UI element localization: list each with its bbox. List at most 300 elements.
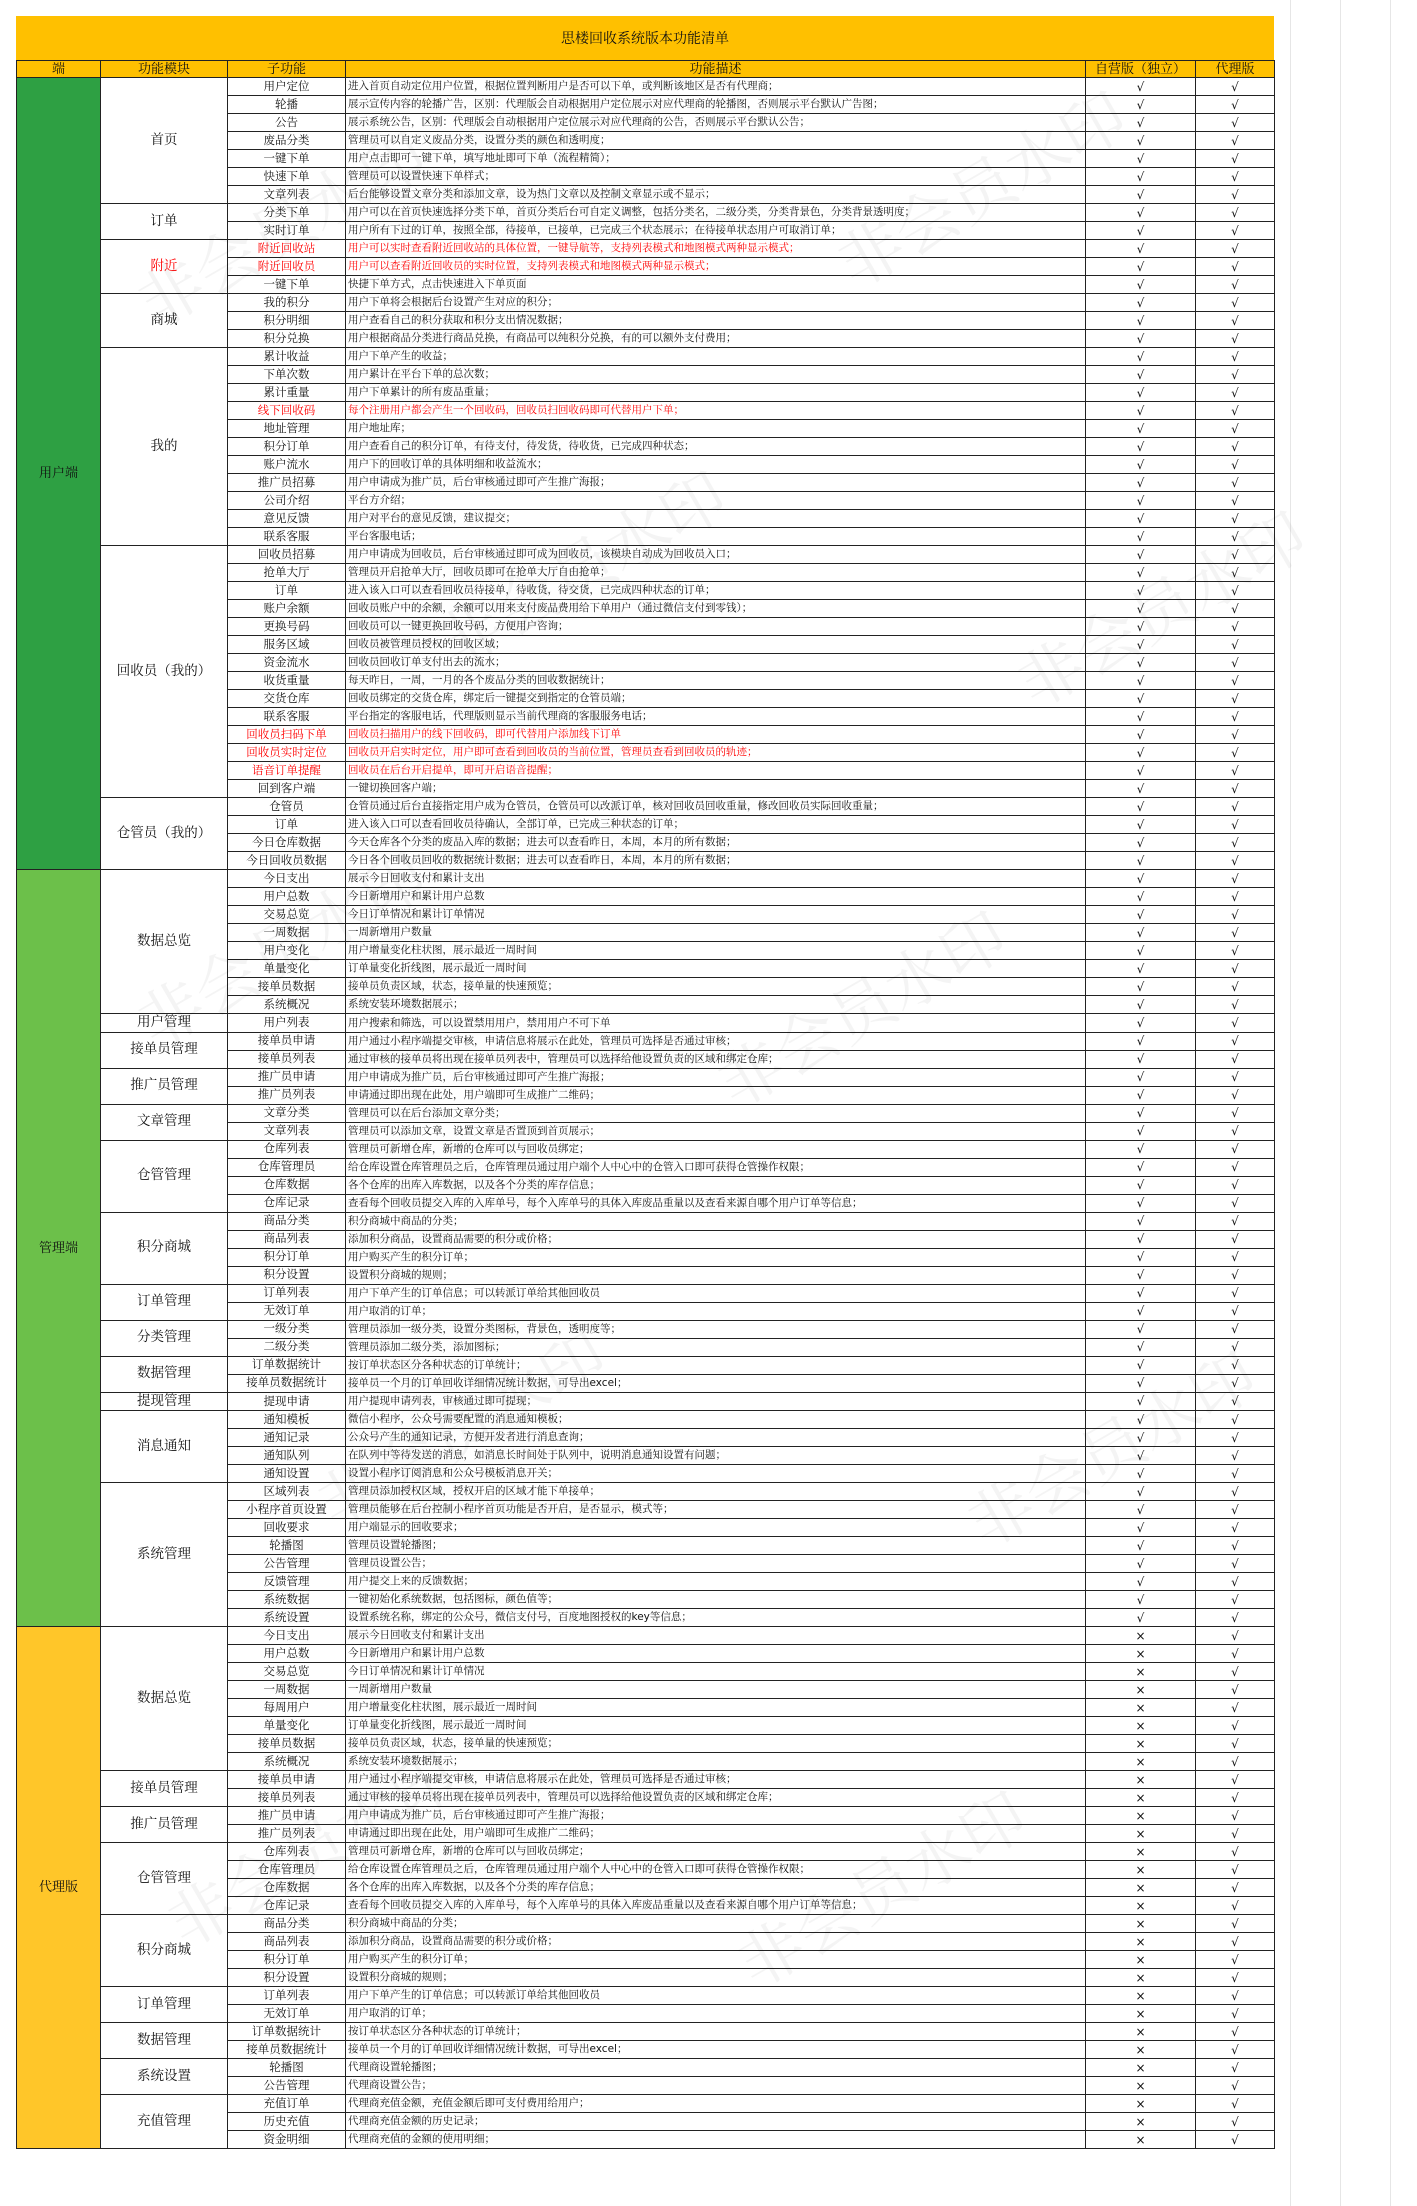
description-cell: 用户下单产生的收益；	[346, 348, 1086, 366]
table-row	[17, 1284, 1275, 1302]
self-version-mark: ×	[1086, 1933, 1196, 1951]
module-cell: 推广员管理	[101, 1807, 228, 1843]
subfunction-cell: 文章分类	[228, 1104, 346, 1122]
description-cell: 用户可以在首页快速选择分类下单，首页分类后台可自定义调整，包括分类名，二级分类，分类背景色，分类背景透明度；	[346, 204, 1086, 222]
table-row	[17, 1843, 1275, 1861]
description-cell: 给仓库设置仓库管理员之后，仓库管理员通过用户端个人中心中的仓管入口即可获得仓管操作权限；	[346, 1861, 1086, 1879]
self-version-mark: √	[1086, 798, 1196, 816]
table-row	[17, 1104, 1275, 1122]
table-row	[17, 1483, 1275, 1501]
self-version-mark: √	[1086, 1032, 1196, 1050]
subfunction-cell: 用户变化	[228, 942, 346, 960]
self-version-mark: √	[1086, 1194, 1196, 1212]
agent-version-mark: √	[1196, 2059, 1275, 2077]
subfunction-cell: 今日回收员数据	[228, 852, 346, 870]
self-version-mark: ×	[1086, 1681, 1196, 1699]
description-cell: 公众号产生的通知记录，方便开发者进行消息查询；	[346, 1429, 1086, 1447]
description-cell: 回收员开启实时定位，用户即可查看到回收员的当前位置，管理员查看到回收员的轨迹；	[346, 744, 1086, 762]
end-cell: 管理端	[17, 870, 101, 1627]
self-version-mark: ×	[1086, 1717, 1196, 1735]
module-cell: 接单员管理	[101, 1032, 228, 1068]
description-cell: 按订单状态区分各种状态的订单统计；	[346, 2023, 1086, 2041]
subfunction-cell: 推广员列表	[228, 1086, 346, 1104]
self-version-mark: √	[1086, 294, 1196, 312]
self-version-mark: √	[1086, 1429, 1196, 1447]
subfunction-cell: 充值订单	[228, 2095, 346, 2113]
agent-version-mark: √	[1196, 852, 1275, 870]
agent-version-mark: √	[1196, 582, 1275, 600]
self-version-mark: √	[1086, 222, 1196, 240]
subfunction-cell: 一周数据	[228, 924, 346, 942]
description-cell: 接单员负责区域，状态，接单量的快速预览；	[346, 1735, 1086, 1753]
agent-version-mark: √	[1196, 1789, 1275, 1807]
self-version-mark: √	[1086, 312, 1196, 330]
subfunction-cell: 订单列表	[228, 1284, 346, 1302]
self-version-mark: √	[1086, 618, 1196, 636]
agent-version-mark: √	[1196, 1501, 1275, 1519]
description-cell: 设置系统名称，绑定的公众号，微信支付号，百度地图授权的key等信息；	[346, 1609, 1086, 1627]
agent-version-mark: √	[1196, 2023, 1275, 2041]
subfunction-cell: 积分订单	[228, 1951, 346, 1969]
self-version-mark: √	[1086, 1248, 1196, 1266]
description-cell: 通过审核的接单员将出现在接单员列表中，管理员可以选择给他设置负责的区域和绑定仓库；	[346, 1789, 1086, 1807]
header-self-version: 自营版（独立）	[1086, 61, 1196, 78]
description-cell: 添加积分商品，设置商品需要的积分或价格；	[346, 1933, 1086, 1951]
agent-version-mark: √	[1196, 2005, 1275, 2023]
agent-version-mark: √	[1196, 942, 1275, 960]
agent-version-mark: √	[1196, 204, 1275, 222]
table-row	[17, 546, 1275, 564]
description-cell: 回收员绑定的交货仓库，绑定后一键提交到指定的仓管员端；	[346, 690, 1086, 708]
subfunction-cell: 语音订单提醒	[228, 762, 346, 780]
description-cell: 用户下单产生的订单信息；可以转派订单给其他回收员	[346, 1987, 1086, 2005]
subfunction-cell: 接单员数据	[228, 978, 346, 996]
description-cell: 今日订单情况和累计订单情况	[346, 906, 1086, 924]
description-cell: 平台方介绍；	[346, 492, 1086, 510]
agent-version-mark: √	[1196, 1429, 1275, 1447]
self-version-mark: √	[1086, 888, 1196, 906]
agent-version-mark: √	[1196, 294, 1275, 312]
agent-version-mark: √	[1196, 1411, 1275, 1429]
description-cell: 每天昨日，一周，一月的各个废品分类的回收数据统计；	[346, 672, 1086, 690]
spreadsheet	[16, 16, 1274, 2149]
subfunction-cell: 订单数据统计	[228, 2023, 346, 2041]
description-cell: 回收员扫描用户的线下回收码，即可代替用户添加线下订单	[346, 726, 1086, 744]
description-cell: 回收员回收订单支付出去的流水；	[346, 654, 1086, 672]
subfunction-cell: 无效订单	[228, 2005, 346, 2023]
self-version-mark: √	[1086, 564, 1196, 582]
agent-version-mark: √	[1196, 78, 1275, 96]
description-cell: 展示今日回收支付和累计支出	[346, 870, 1086, 888]
self-version-mark: ×	[1086, 1825, 1196, 1843]
agent-version-mark: √	[1196, 978, 1275, 996]
description-cell: 系统安装环境数据展示；	[346, 996, 1086, 1014]
self-version-mark: ×	[1086, 2059, 1196, 2077]
subfunction-cell: 积分设置	[228, 1266, 346, 1284]
agent-version-mark: √	[1196, 150, 1275, 168]
table-row	[17, 798, 1275, 816]
self-version-mark: √	[1086, 132, 1196, 150]
description-cell: 用户端显示的回收要求；	[346, 1519, 1086, 1537]
agent-version-mark: √	[1196, 1735, 1275, 1753]
agent-version-mark: √	[1196, 888, 1275, 906]
self-version-mark: √	[1086, 1086, 1196, 1104]
description-cell: 管理员添加一级分类，设置分类图标，背景色，透明度等；	[346, 1320, 1086, 1338]
subfunction-cell: 用户总数	[228, 888, 346, 906]
subfunction-cell: 资金明细	[228, 2131, 346, 2149]
agent-version-mark: √	[1196, 2041, 1275, 2059]
self-version-mark: √	[1086, 420, 1196, 438]
description-cell: 代理商设置公告；	[346, 2077, 1086, 2095]
agent-version-mark: √	[1196, 384, 1275, 402]
agent-version-mark: √	[1196, 1230, 1275, 1248]
subfunction-cell: 仓库记录	[228, 1194, 346, 1212]
subfunction-cell: 轮播图	[228, 1537, 346, 1555]
self-version-mark: ×	[1086, 2113, 1196, 2131]
subfunction-cell: 资金流水	[228, 654, 346, 672]
module-cell: 文章管理	[101, 1104, 228, 1140]
description-cell: 接单员一个月的订单回收详细情况统计数据，可导出excel；	[346, 2041, 1086, 2059]
self-version-mark: √	[1086, 1176, 1196, 1194]
self-version-mark: √	[1086, 1537, 1196, 1555]
self-version-mark: √	[1086, 1140, 1196, 1158]
description-cell: 用户点击即可一键下单，填写地址即可下单（流程精简）；	[346, 150, 1086, 168]
self-version-mark: ×	[1086, 2131, 1196, 2149]
subfunction-cell: 联系客服	[228, 708, 346, 726]
agent-version-mark: √	[1196, 240, 1275, 258]
self-version-mark: √	[1086, 1158, 1196, 1176]
agent-version-mark: √	[1196, 1519, 1275, 1537]
module-cell: 充值管理	[101, 2095, 228, 2149]
self-version-mark: √	[1086, 204, 1196, 222]
self-version-mark: ×	[1086, 1861, 1196, 1879]
table-row	[17, 1356, 1275, 1374]
agent-version-mark: √	[1196, 420, 1275, 438]
subfunction-cell: 今日支出	[228, 1627, 346, 1645]
subfunction-cell: 文章列表	[228, 186, 346, 204]
description-cell: 代理商充值金额的历史记录；	[346, 2113, 1086, 2131]
self-version-mark: √	[1086, 1266, 1196, 1284]
agent-version-mark: √	[1196, 816, 1275, 834]
module-cell: 仓管员（我的）	[101, 798, 228, 870]
description-cell: 用户申请成为推广员，后台审核通过即可产生推广海报；	[346, 474, 1086, 492]
subfunction-cell: 商品分类	[228, 1915, 346, 1933]
subfunction-cell: 通知模板	[228, 1411, 346, 1429]
self-version-mark: √	[1086, 1573, 1196, 1591]
self-version-mark: √	[1086, 1320, 1196, 1338]
description-cell: 回收员在后台开启提单，即可开启语音提醒；	[346, 762, 1086, 780]
module-cell: 数据总览	[101, 870, 228, 1014]
description-cell: 今日新增用户和累计用户总数	[346, 1645, 1086, 1663]
self-version-mark: ×	[1086, 1969, 1196, 1987]
subfunction-cell: 用户列表	[228, 1014, 346, 1033]
subfunction-cell: 交易总览	[228, 1663, 346, 1681]
description-cell: 用户提交上来的反馈数据；	[346, 1573, 1086, 1591]
subfunction-cell: 线下回收码	[228, 402, 346, 420]
module-cell: 数据总览	[101, 1627, 228, 1771]
self-version-mark: √	[1086, 834, 1196, 852]
subfunction-cell: 回收员招募	[228, 546, 346, 564]
agent-version-mark: √	[1196, 1717, 1275, 1735]
description-cell: 用户下单累计的所有废品重量；	[346, 384, 1086, 402]
subfunction-cell: 订单	[228, 582, 346, 600]
module-cell: 回收员（我的）	[101, 546, 228, 798]
description-cell: 管理员可以自定义废品分类，设置分类的颜色和透明度；	[346, 132, 1086, 150]
self-version-mark: √	[1086, 1447, 1196, 1465]
agent-version-mark: √	[1196, 96, 1275, 114]
subfunction-cell: 系统概况	[228, 996, 346, 1014]
description-cell: 管理员开启抢单大厅，回收员即可在抢单大厅自由抢单；	[346, 564, 1086, 582]
agent-version-mark: √	[1196, 1194, 1275, 1212]
subfunction-cell: 接单员数据统计	[228, 1374, 346, 1392]
header-description: 功能描述	[346, 61, 1086, 78]
agent-version-mark: √	[1196, 762, 1275, 780]
description-cell: 一键初始化系统数据，包括图标，颜色值等；	[346, 1591, 1086, 1609]
self-version-mark: ×	[1086, 1789, 1196, 1807]
subfunction-cell: 接单员申请	[228, 1771, 346, 1789]
agent-version-mark: √	[1196, 1248, 1275, 1266]
agent-version-mark: √	[1196, 1320, 1275, 1338]
description-cell: 用户增量变化柱状图，展示最近一周时间	[346, 942, 1086, 960]
module-cell: 我的	[101, 348, 228, 546]
self-version-mark: √	[1086, 1284, 1196, 1302]
subfunction-cell: 轮播	[228, 96, 346, 114]
agent-version-mark: √	[1196, 1068, 1275, 1086]
self-version-mark: √	[1086, 168, 1196, 186]
table-row	[17, 1392, 1275, 1411]
subfunction-cell: 分类下单	[228, 204, 346, 222]
self-version-mark: ×	[1086, 1897, 1196, 1915]
description-cell: 管理员可以添加文章，设置文章是否置顶到首页展示；	[346, 1122, 1086, 1140]
subfunction-cell: 仓管员	[228, 798, 346, 816]
description-cell: 查看每个回收员提交入库的入库单号，每个入库单号的具体入库废品重量以及查看来源自哪个用户订单等信息；	[346, 1194, 1086, 1212]
agent-version-mark: √	[1196, 276, 1275, 294]
description-cell: 积分商城中商品的分类；	[346, 1212, 1086, 1230]
description-cell: 展示系统公告，区别：代理版会自动根据用户定位展示对应代理商的公告，否则展示平台默认公告；	[346, 114, 1086, 132]
subfunction-cell: 二级分类	[228, 1338, 346, 1356]
subfunction-cell: 系统设置	[228, 1609, 346, 1627]
subfunction-cell: 区域列表	[228, 1483, 346, 1501]
description-cell: 各个仓库的出库入库数据，以及各个分类的库存信息；	[346, 1176, 1086, 1194]
subfunction-cell: 收货重量	[228, 672, 346, 690]
agent-version-mark: √	[1196, 618, 1275, 636]
description-cell: 系统安装环境数据展示；	[346, 1753, 1086, 1771]
description-cell: 申请通过即出现在此处，用户端即可生成推广二维码；	[346, 1086, 1086, 1104]
agent-version-mark: √	[1196, 1681, 1275, 1699]
agent-version-mark: √	[1196, 546, 1275, 564]
description-cell: 平台客服电话；	[346, 528, 1086, 546]
agent-version-mark: √	[1196, 1573, 1275, 1591]
self-version-mark: √	[1086, 600, 1196, 618]
description-cell: 查看每个回收员提交入库的入库单号，每个入库单号的具体入库废品重量以及查看来源自哪个用户订单等信息；	[346, 1897, 1086, 1915]
description-cell: 设置积分商城的规则；	[346, 1266, 1086, 1284]
end-cell: 用户端	[17, 78, 101, 870]
agent-version-mark: √	[1196, 114, 1275, 132]
self-version-mark: ×	[1086, 2077, 1196, 2095]
description-cell: 订单量变化折线图，展示最近一周时间	[346, 960, 1086, 978]
description-cell: 代理商设置轮播图；	[346, 2059, 1086, 2077]
self-version-mark: ×	[1086, 1645, 1196, 1663]
description-cell: 展示今日回收支付和累计支出	[346, 1627, 1086, 1645]
self-version-mark: √	[1086, 240, 1196, 258]
self-version-mark: ×	[1086, 1807, 1196, 1825]
self-version-mark: √	[1086, 546, 1196, 564]
description-cell: 按订单状态区分各种状态的订单统计；	[346, 1356, 1086, 1374]
self-version-mark: √	[1086, 1465, 1196, 1483]
subfunction-cell: 商品列表	[228, 1933, 346, 1951]
self-version-mark: ×	[1086, 1753, 1196, 1771]
self-version-mark: √	[1086, 474, 1196, 492]
description-cell: 用户取消的订单；	[346, 1302, 1086, 1320]
agent-version-mark: √	[1196, 474, 1275, 492]
agent-version-mark: √	[1196, 906, 1275, 924]
agent-version-mark: √	[1196, 438, 1275, 456]
subfunction-cell: 接单员申请	[228, 1032, 346, 1050]
table-row	[17, 2095, 1275, 2113]
agent-version-mark: √	[1196, 1374, 1275, 1392]
self-version-mark: √	[1086, 348, 1196, 366]
table-row	[17, 870, 1275, 888]
self-version-mark: √	[1086, 366, 1196, 384]
agent-version-mark: √	[1196, 1266, 1275, 1284]
agent-version-mark: √	[1196, 1861, 1275, 1879]
agent-version-mark: √	[1196, 1392, 1275, 1411]
description-cell: 进入该入口可以查看回收员待接单，待收货，待交货，已完成四种状态的订单；	[346, 582, 1086, 600]
agent-version-mark: √	[1196, 1897, 1275, 1915]
subfunction-cell: 商品分类	[228, 1212, 346, 1230]
subfunction-cell: 推广员申请	[228, 1807, 346, 1825]
self-version-mark: √	[1086, 1338, 1196, 1356]
description-cell: 用户对平台的意见反馈，建议提交；	[346, 510, 1086, 528]
agent-version-mark: √	[1196, 996, 1275, 1014]
module-cell: 数据管理	[101, 2023, 228, 2059]
agent-version-mark: √	[1196, 1771, 1275, 1789]
subfunction-cell: 仓库列表	[228, 1843, 346, 1861]
description-cell: 积分商城中商品的分类；	[346, 1915, 1086, 1933]
description-cell: 用户查看自己的积分订单，有待支付，待发货，待收货，已完成四种状态；	[346, 438, 1086, 456]
subfunction-cell: 积分订单	[228, 438, 346, 456]
subfunction-cell: 提现申请	[228, 1392, 346, 1411]
self-version-mark: ×	[1086, 2023, 1196, 2041]
table-row	[17, 1212, 1275, 1230]
description-cell: 管理员能够在后台控制小程序首页功能是否开启，是否显示，模式等；	[346, 1501, 1086, 1519]
description-cell: 进入首页自动定位用户位置，根据位置判断用户是否可以下单，或判断该地区是否有代理商；	[346, 78, 1086, 96]
subfunction-cell: 单量变化	[228, 1717, 346, 1735]
subfunction-cell: 意见反馈	[228, 510, 346, 528]
module-cell: 用户管理	[101, 1014, 228, 1033]
description-cell: 回收员可以一键更换回收号码，方便用户咨询；	[346, 618, 1086, 636]
description-cell: 代理商充值的金额的使用明细；	[346, 2131, 1086, 2149]
description-cell: 订单量变化折线图，展示最近一周时间	[346, 1717, 1086, 1735]
description-cell: 管理员可以设置快速下单样式；	[346, 168, 1086, 186]
subfunction-cell: 仓库记录	[228, 1897, 346, 1915]
subfunction-cell: 附近回收站	[228, 240, 346, 258]
subfunction-cell: 反馈管理	[228, 1573, 346, 1591]
subfunction-cell: 实时订单	[228, 222, 346, 240]
description-cell: 管理员可以在后台添加文章分类；	[346, 1104, 1086, 1122]
subfunction-cell: 回到客户端	[228, 780, 346, 798]
module-cell: 接单员管理	[101, 1771, 228, 1807]
subfunction-cell: 接单员数据统计	[228, 2041, 346, 2059]
agent-version-mark: √	[1196, 1158, 1275, 1176]
subfunction-cell: 订单数据统计	[228, 1356, 346, 1374]
description-cell: 在队列中等待发送的消息，如消息长时间处于队列中，说明消息通知设置有问题；	[346, 1447, 1086, 1465]
self-version-mark: √	[1086, 1501, 1196, 1519]
subfunction-cell: 今日支出	[228, 870, 346, 888]
table-row	[17, 348, 1275, 366]
description-cell: 用户地址库；	[346, 420, 1086, 438]
description-cell: 微信小程序，公众号需要配置的消息通知模板；	[346, 1411, 1086, 1429]
table-row	[17, 1032, 1275, 1050]
subfunction-cell: 累计收益	[228, 348, 346, 366]
agent-version-mark: √	[1196, 726, 1275, 744]
self-version-mark: ×	[1086, 1663, 1196, 1681]
subfunction-cell: 今日仓库数据	[228, 834, 346, 852]
agent-version-mark: √	[1196, 870, 1275, 888]
self-version-mark: √	[1086, 672, 1196, 690]
agent-version-mark: √	[1196, 1951, 1275, 1969]
description-cell: 展示宣传内容的轮播广告，区别：代理版会自动根据用户定位展示对应代理商的轮播图，否则展示平台默认广告图；	[346, 96, 1086, 114]
table-row	[17, 1627, 1275, 1645]
self-version-mark: √	[1086, 276, 1196, 294]
self-version-mark: ×	[1086, 1915, 1196, 1933]
subfunction-cell: 接单员列表	[228, 1050, 346, 1068]
self-version-mark: ×	[1086, 1843, 1196, 1861]
feature-table	[16, 60, 1275, 2149]
agent-version-mark: √	[1196, 1483, 1275, 1501]
table-row	[17, 2023, 1275, 2041]
self-version-mark: √	[1086, 402, 1196, 420]
subfunction-cell: 下单次数	[228, 366, 346, 384]
agent-version-mark: √	[1196, 924, 1275, 942]
subfunction-cell: 通知队列	[228, 1447, 346, 1465]
description-cell: 今日新增用户和累计用户总数	[346, 888, 1086, 906]
description-cell: 用户申请成为推广员，后台审核通过即可产生推广海报；	[346, 1807, 1086, 1825]
agent-version-mark: √	[1196, 1104, 1275, 1122]
subfunction-cell: 一周数据	[228, 1681, 346, 1699]
module-cell: 系统管理	[101, 1483, 228, 1627]
subfunction-cell: 用户总数	[228, 1645, 346, 1663]
module-cell: 附近	[101, 240, 228, 294]
subfunction-cell: 一键下单	[228, 276, 346, 294]
agent-version-mark: √	[1196, 1086, 1275, 1104]
self-version-mark: √	[1086, 762, 1196, 780]
agent-version-mark: √	[1196, 528, 1275, 546]
description-cell: 一周新增用户数量	[346, 924, 1086, 942]
subfunction-cell: 订单列表	[228, 1987, 346, 2005]
agent-version-mark: √	[1196, 510, 1275, 528]
table-row	[17, 78, 1275, 96]
self-version-mark: √	[1086, 1483, 1196, 1501]
table-row	[17, 240, 1275, 258]
self-version-mark: √	[1086, 456, 1196, 474]
description-cell: 用户搜索和筛选，可以设置禁用用户，禁用用户不可下单	[346, 1014, 1086, 1033]
subfunction-cell: 账户余额	[228, 600, 346, 618]
self-version-mark: √	[1086, 78, 1196, 96]
subfunction-cell: 通知设置	[228, 1465, 346, 1483]
module-cell: 分类管理	[101, 1320, 228, 1356]
agent-version-mark: √	[1196, 402, 1275, 420]
self-version-mark: √	[1086, 1411, 1196, 1429]
table-body	[17, 78, 1275, 2149]
agent-version-mark: √	[1196, 132, 1275, 150]
table-row	[17, 204, 1275, 222]
agent-version-mark: √	[1196, 1915, 1275, 1933]
module-cell: 积分商城	[101, 1915, 228, 1987]
subfunction-cell: 接单员数据	[228, 1735, 346, 1753]
header-subfunction: 子功能	[228, 61, 346, 78]
agent-version-mark: √	[1196, 2077, 1275, 2095]
